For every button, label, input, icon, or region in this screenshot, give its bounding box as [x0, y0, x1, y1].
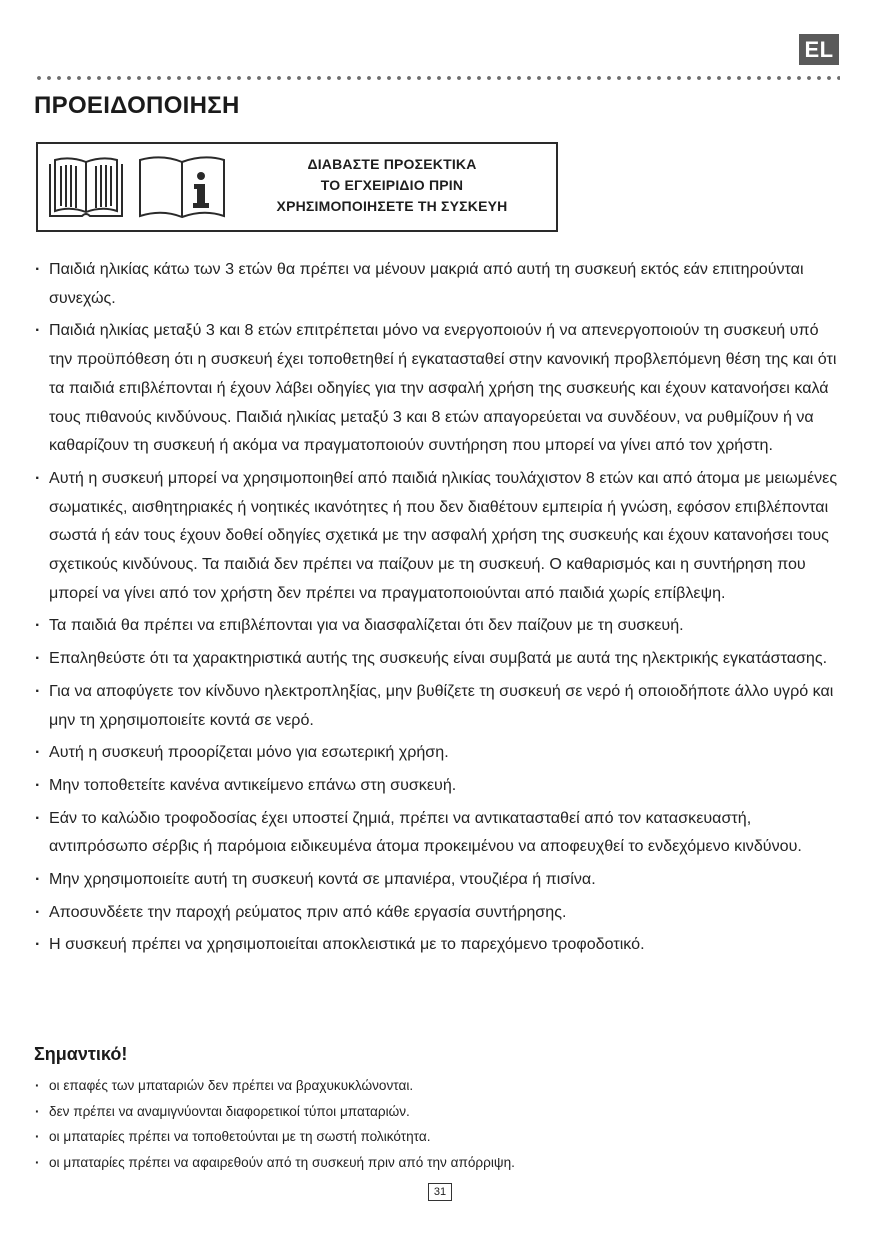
info-manual-icon: [140, 157, 224, 217]
open-book-icon: [50, 158, 122, 216]
battery-warnings-list: [33, 1073, 843, 1175]
notice-text: [242, 154, 542, 217]
list-item: · Παιδιά ηλικίας μεταξύ 3 και 8 ετών επιτρέπεται μόνο να ενεργοποιούν ή να απενεργοποιούν τη συσκευή υπό την προϋπόθεση ότι η συσκευή έχει τοποθετηθεί ή εγκατασταθεί στην κανονική προβλεπόμενη θέση της και ότι τα παιδιά επιβλέπονται ή έχουν λάβει οδηγίες για την ασφαλή χρήση της συσκευής και έχουν κατανοήσει καλά τους πιθανούς κινδύνους. Παιδιά ηλικίας μεταξύ 3 και 8 ετών απαγορεύεται να συνδέουν, να ρυθμίζουν ή να καθαρίζουν τη συσκευή ή ακόμα να πραγματοποιούν συντήρηση που μπορεί να γίνει από τον χρήστη.: [33, 316, 843, 460]
page-title: ΠΡΟΕΙΔΟΠΟΙΗΣΗ: [34, 92, 240, 119]
notice-line: ΤΟ ΕΓΧΕΙΡΙΔΙΟ ΠΡΙΝ: [320, 177, 464, 193]
notice-line: ΧΡΗΣΙΜΟΠΟΙΗΣΕΤΕ ΤΗ ΣΥΣΚΕΥΗ: [276, 198, 508, 214]
list-item: · Αυτή η συσκευή μπορεί να χρησιμοποιηθεί από παιδιά ηλικίας τουλάχιστον 8 ετών και από άτομα με μειωμένες σωματικές, αισθητηριακές ή νοητικές ικανότητες ή που δεν διαθέτουν εμπειρία ή γνώση, εφόσον επιβλέπονται σωστά ή εάν τους έχουν δοθεί οδηγίες σχετικά με την ασφαλή χρήση της συσκευής και έχουν κατανοήσει τους σχετικούς κινδύνους. Τα παιδιά δεν πρέπει να παίζουν με τη συσκευή. Ο καθαρισμός και η συντήρηση που μπορεί να γίνει από τον χρήστη δεν πρέπει να πραγματοποιούνται από παιδιά χωρίς επίβλεψη.: [33, 464, 843, 608]
list-item: · Παιδιά ηλικίας κάτω των 3 ετών θα πρέπει να μένουν μακριά από αυτή τη συσκευή εκτός εάν επιτηρούνται συνεχώς.: [33, 255, 843, 312]
language-badge: EL: [799, 34, 839, 65]
notice-line: ΔΙΑΒΑΣΤΕ ΠΡΟΣΕΚΤΙΚΑ: [307, 156, 477, 172]
warnings-list: [33, 255, 843, 963]
list-item: · Αυτή η συσκευή προορίζεται μόνο για εσωτερική χρήση.: [33, 738, 843, 767]
dotted-divider: [34, 74, 840, 82]
list-item: · Μην τοποθετείτε κανένα αντικείμενο επάνω στη συσκευή.: [33, 771, 843, 800]
important-heading: Σημαντικό!: [34, 1044, 128, 1064]
list-item: · Επαληθεύστε ότι τα χαρακτηριστικά αυτής της συσκευής είναι συμβατά με αυτά της ηλεκτρικής εγκατάστασης.: [33, 644, 843, 673]
list-item: · Τα παιδιά θα πρέπει να επιβλέπονται για να διασφαλίζεται ότι δεν παίζουν με τη συσκευή.: [33, 611, 843, 640]
list-item: · δεν πρέπει να αναμιγνύονται διαφορετικοί τύποι μπαταριών.: [33, 1099, 843, 1125]
list-item: · Μην χρησιμοποιείτε αυτή τη συσκευή κοντά σε μπανιέρα, ντουζιέρα ή πισίνα.: [33, 865, 843, 894]
read-manual-notice: [36, 142, 558, 232]
manual-icons: [46, 154, 264, 222]
page-number: 31: [428, 1183, 452, 1201]
list-item: · οι μπαταρίες πρέπει να αφαιρεθούν από τη συσκευή πριν από την απόρριψη.: [33, 1150, 843, 1176]
list-item: · Εάν το καλώδιο τροφοδοσίας έχει υποστεί ζημιά, πρέπει να αντικατασταθεί από τον κατασκευαστή, αντιπρόσωπο σέρβις ή παρόμοια ειδικευμένα άτομα προκειμένου να αποφευχθεί το ενδεχόμενο κινδύνου.: [33, 804, 843, 861]
list-item: · Για να αποφύγετε τον κίνδυνο ηλεκτροπληξίας, μην βυθίζετε τη συσκευή σε νερό ή οποιοδήποτε άλλο υγρό και μην τη χρησιμοποιείτε κοντά σε νερό.: [33, 677, 843, 734]
list-item: · Η συσκευή πρέπει να χρησιμοποιείται αποκλειστικά με το παρεχόμενο τροφοδοτικό.: [33, 930, 843, 959]
list-item: · οι επαφές των μπαταριών δεν πρέπει να βραχυκυκλώνονται.: [33, 1073, 843, 1099]
list-item: · οι μπαταρίες πρέπει να τοποθετούνται με τη σωστή πολικότητα.: [33, 1124, 843, 1150]
list-item: · Αποσυνδέετε την παροχή ρεύματος πριν από κάθε εργασία συντήρησης.: [33, 898, 843, 927]
